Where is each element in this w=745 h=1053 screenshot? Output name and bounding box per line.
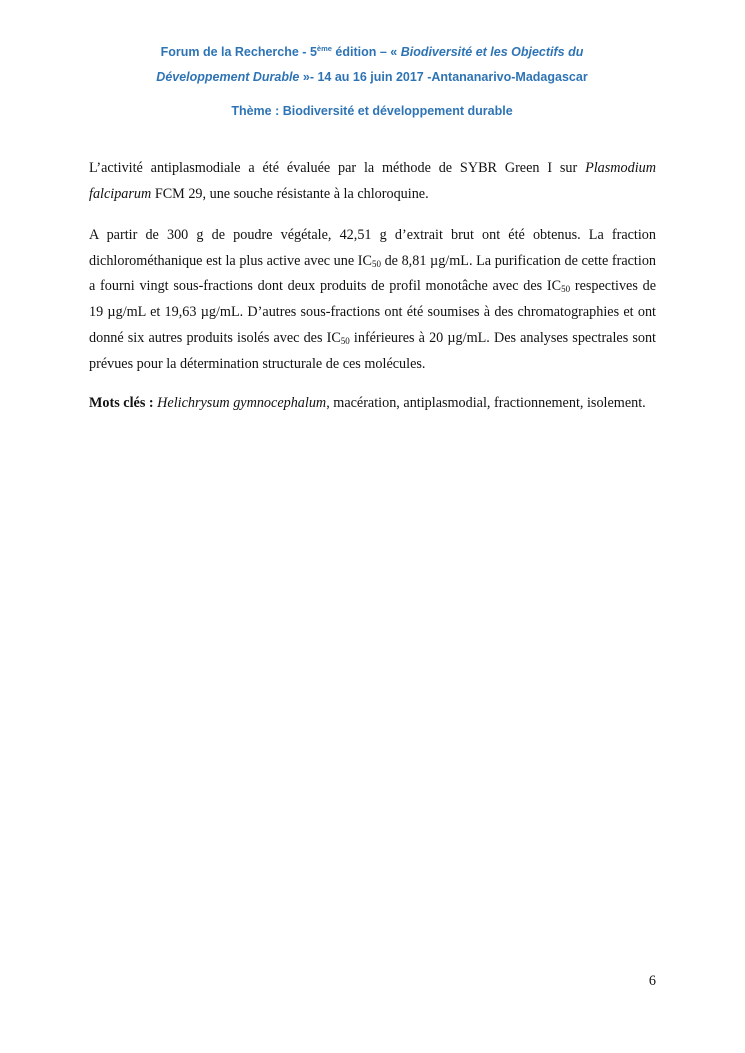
species-name: Plasmodium falciparum xyxy=(89,160,656,202)
page-number: 6 xyxy=(648,973,656,989)
subscript-50: 50 xyxy=(340,335,350,346)
paragraph-results: A partir de 300 g de poudre végétale, 42,51 g d’extrait brut ont été obtenus. La fraction dichlorométhanique est la plus active avec une $IC_{50}$ de 8,81 µg/mL. La purification de cette fraction a fourni vingt sous-fractions dont deux produits de profil monotâche avec des $IC_{50}$ respectives de 19 µg/mL et 19,63 µg/mL. D’autres sous-fractions ont été soumises à des chromatographies et ont donné six autres produits isolés avec des $IC_{50}$ inférieures à 20 µg/mL. Des analyses spectrales sont prévues pour la détermination structurale de ces molécules. xyxy=(89,227,657,372)
header-line-2 xyxy=(88,65,656,90)
conference-title-part-2: Développement Durable xyxy=(156,69,300,84)
keywords-label: Mots clés : xyxy=(89,395,154,411)
keyword-species: Helichrysum gymnocephalum xyxy=(157,395,327,411)
conference-dates-location: »- 14 au 16 juin 2017 -Antananarivo-Madagascar xyxy=(299,69,588,84)
conference-header xyxy=(88,40,656,89)
keywords-list: , macération, antiplasmodial, fractionnement, isolement. xyxy=(326,395,646,411)
subscript-50: 50 xyxy=(561,284,571,295)
keywords-paragraph xyxy=(89,391,656,417)
subscript-50: 50 xyxy=(371,258,381,269)
conference-title-part-1: Biodiversité et les Objectifs du xyxy=(400,45,584,59)
edition-superscript: ème xyxy=(316,44,332,53)
theme-heading: Thème : Biodiversité et développement durable xyxy=(231,104,513,118)
header-line-1: Forum de la Recherche - 5ème édition – « Biodiversité et les Objectifs du xyxy=(160,44,584,59)
paragraph-antiplasmodial-method: L’activité antiplasmodiale a été évaluée par la méthode de SYBR Green I sur Plasmodium falciparum FCM 29, une souche résistante à la chloroquine. xyxy=(89,160,656,202)
